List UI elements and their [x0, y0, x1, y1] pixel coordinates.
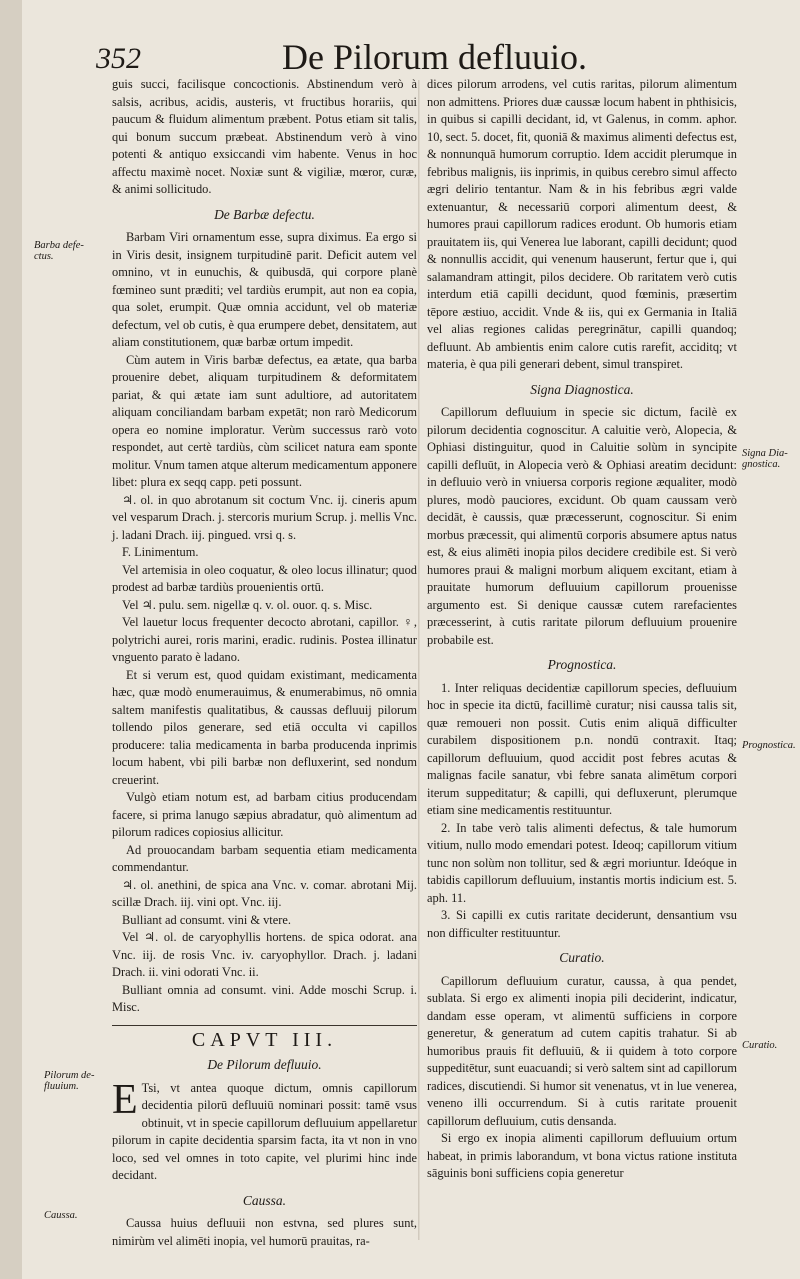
margin-note-caussa: Caussa.: [44, 1210, 78, 1221]
para-barba-2: Cùm autem in Viris barbæ defectus, ea ætate, qua barba prouenire debet, aliquam turpitudinem & deformitatem pariat, & qui ætate iam sunt adultiore, ad autoritatem aliquam conciliandam barbam expetāt; non rarò Medicorum opera eo nomine imploratur. Verùm successus rarò voto respondet, aut certè tardiùs, cùm scilicet natura eam sponte molitur. Vnum tamen atque alterum medicamentum apponere libet: plura ex seqq capp. peti possunt.: [112, 352, 417, 489]
para-barba-4: Vulgò etiam notum est, ad barbam citius producendam facere, si prima lanugo sæpius abradatur, quò alimentum ad pilorum radices copiosius allicitur.: [112, 790, 417, 839]
recipe-5-end: Bulliant ad consumt. vini & vtere.: [122, 912, 291, 927]
recipe-1: ♃. ol. in quo abrotanum sit coctum Vnc. ij. cineris apum vel vesparum Drach. j. stercoris murium Scrup. j. mellis Vnc. j. ladani Drach. iij. pingued. vrsi q. s.: [112, 492, 417, 542]
prognostic-3: 3. Si capilli ex cutis raritate deciderunt, densantium vsu non difficulter restituuntur.: [427, 908, 737, 940]
recipe-6: Vel ♃. ol. de caryophyllis hortens. de spica odorat. ana Vnc. iij. de rosis Vnc. iv. caryophyllor. Drach. j. ladani Drach. ii. vini odorati Vnc. ii.: [112, 930, 417, 979]
para-curatio-1: Capillorum defluuium curatur, caussa, à qua pendet, sublata. Si ergo ex alimenti inopia pili deciderint, indicatur, dandam esse operam, vt alimentū sufficiens in corpore generetur, & generatum ad cutem capitis trahatur. Si ab humoribus prauis fit defluuiū, & ii quidem à toto corpore suppeditētur, sunt euacuandi; si verò saltem sint ad capillorum radices, discutiendi. Si humor sit venenatus, vt in lue venerea, veneno illi occurrendum. Si à cutis raritate prouenit capillorum defluuium, cutis densanda.: [427, 973, 737, 1128]
heading-caussa: Caussa.: [242, 1192, 287, 1208]
heading-signa: Signa Diagnostica.: [530, 381, 634, 397]
para-barba-1: Barbam Viri ornamentum esse, supra diximus. Ea ergo si in Viris desit, insignem turpitudinē parit. Deficit autem vel omnino, vt in eunuchis, & quibusdā, qui corpore planè fœmineo sunt præditi; vel tardiùs erumpit, aut non ea copia, qua solet, erumpit. Quæ omnia accidunt, vel ob materiæ defectum, vel ob cutis, è qua erumpere debet, densitatem, aut aliam constitutionem, quæ barbæ ortum impedit.: [112, 230, 417, 349]
column-gutter: [418, 80, 420, 1240]
heading-prognostica: Prognostica.: [547, 657, 617, 672]
recipe-6-end: Bulliant omnia ad consumt. vini. Adde moschi Scrup. i. Misc.: [112, 982, 417, 1014]
running-title: De Pilorum defluuio.: [282, 37, 587, 77]
para-barba-5: Ad prouocandam barbam sequentia etiam medicamenta commendantur.: [112, 842, 417, 874]
para-pilorum-text: Tsi, vt antea quoque dictum, omnis capillorum decidentia pilorū defluuiū nominari possit: tamē vsus obtinuit, vt in specie capillorum defluuium appellaretur pilorum in capite decidentia sparsim facta, ita vt non in vno loco, sed vel omnes in toto capite, vel plurimi hinc inde decidant.: [112, 1080, 417, 1182]
drop-cap: E: [112, 1076, 138, 1123]
para-pilorum: [112, 1076, 417, 1185]
margin-note-barba: Barba defe-ctus.: [34, 240, 84, 262]
left-column: [112, 76, 417, 1250]
heading-curatio: Curatio.: [559, 950, 605, 965]
right-column: [427, 76, 737, 1183]
left-intro: guis succi, facilisque concoctionis. Abstinendum verò à salsis, acribus, acidis, austeris, vt fructibus horariis, qui paucum & fluidum alimentum præbent. Potus etiam sit talis, qui bonum succum præbeat. Abstinendum verò à vino potenti & antiquo exsiccandi vim habente. Venus in hoc affectu maximè nocet. Noxiæ sunt & vigiliæ, mœror, curæ, & animi sollicitudo.: [112, 77, 417, 196]
margin-note-prognostica: Prognostica.: [742, 740, 796, 751]
recipe-2: Vel artemisia in oleo coquatur, & oleo locus illinatur; quod prodest ad barbæ tardiùs prouenientis ortū.: [112, 562, 417, 594]
page-header: [96, 30, 776, 80]
para-barba-3: Et si verum est, quod quidam existimant, medicamenta hæc, quæ modò enumerauimus, & enumerabimus, nō omnia saltem manifestis qualitatibus, & caussas defluuij pilorum tollendo pilos generare, sed etiā occulta vi capillos producere: talia medicamenta in barba producenda inprimis locum habent, vbi pili barbæ non defluxerint, sed nondum creuerint.: [112, 667, 417, 787]
para-curatio-2: Si ergo ex inopia alimenti capillorum defluuium ortum habeat, in primis laborandum, vt bona victus ratione instituta sāguinis boni sufficiens copia generetur: [427, 1131, 737, 1180]
page-edge: [0, 0, 22, 1279]
recipe-3: Vel ♃. pulu. sem. nigellæ q. v. ol. ouor. q. s. Misc.: [122, 597, 373, 612]
right-intro: dices pilorum arrodens, vel cutis raritas, pilorum alimentum non admittens. Priores duæ caussæ locum habent in phthisicis, in quibus si capilli decidant, id, vt Galenus, in comm. aphor. 10, sect. 5. docet, fit, quoniā & maximus alimenti defectus est, & nonnunquā humorum corruptio. Idem accidit plerumque in febribus malignis, iis inprimis, in quibus cerebro simul affecto ægri delirio tentantur. Nam & in his febribus ægri valde extenuantur, & necessariū corpori alimentum deest, & humores praui capillorum radices erodunt. Ob humoris etiam prauitatem iis, qui Venerea lue laborant, capilli decidunt; quod & nonnullis accidit, qui venenum hauserunt, fertur que i, qui salamandram attingit, pilos decidere. Ob raritatem verò cutis interdum etiā capilli decidunt, quod fœminis, præsertim tēpore æstiuo, accidit. Vnde & iis, qui ex Germania in Italiā vel alias regiones calidas peregrinātur, capilli quandoq; defluunt. Ab ambientis enim calore cutis rarefit, acciditq; vt materia, è qua pili generari debent, simul transpiret.: [427, 77, 737, 371]
recipe-4: Vel lauetur locus frequenter decocto abrotani, capillor. ♀, polytrichi aurei, roris marini, eradic. rudinis. Postea illinatur vnguento parato è ladano.: [112, 615, 417, 664]
para-caussa: Caussa huius defluuii non estvna, sed plures sunt, nimirùm vel alimēti inopia, vel humorū prauitas, ra-: [112, 1216, 417, 1248]
margin-note-pilorum: Pilorum de-fluuium.: [44, 1070, 95, 1092]
prognostic-2: 2. In tabe verò talis alimenti defectus, & tale humorum vitium, nullo modo emendari potest. Ideoq; capillorum vitium tunc non solùm non tollitur, sed & ægri moriuntur. Ideóque in tabidis capillorum defluuium, instantis mortis indicium est. 5. aph. 11.: [427, 820, 737, 905]
heading-pilorum: De Pilorum defluuio.: [207, 1057, 322, 1072]
recipe-5: ♃. ol. anethini, de spica ana Vnc. v. comar. abrotani Mij. scillæ Drach. iij. vini opt. Vnc. iij.: [112, 877, 417, 909]
margin-note-signa: Signa Dia-gnostica.: [742, 448, 788, 470]
chapter-title: CAPVT III.: [112, 1025, 417, 1050]
para-signa: Capillorum defluuium in specie sic dictum, facilè ex pilorum decidentia cognoscitur. A caluitie verò, Alopecia, & Ophiasi distinguitur, quod in Caluitie solùm in syncipite capilli defluūt, in Alopecia verò & Ophiasi areatim decidunt: in defluuio verò in vniuersa corporis regione æqualiter, modò plures, modò pauciores, excidunt. Ob quam caussam verò decidāt, è caussis, quæ præcesserunt, cognoscitur. Si enim morbus præcessit, qui alimentū corporis absumere aptus natus est, & eius alimēti inopia pilos decidere credibile est. Si verò humores praui & maligni morbum aliquem excitant, etiam à prauitate humorum defluuium capillorum prouenisse argumento est. Si denique caussæ cutem rarefacientes præcesserint, à cutis raritate pilorum defluuium prouenire probabile est.: [427, 405, 737, 647]
margin-note-curatio: Curatio.: [742, 1040, 778, 1051]
page-number: 352: [96, 42, 141, 75]
prognostic-1: 1. Inter reliquas decidentiæ capillorum species, defluuium hoc in specie ita dictū, facillimè curatur; nisi caussa talis sit, quæ remoueri non possit. Cutis enim aliquā difficulter curabilem dispositionem p.n. nondū contraxit. Itaq; capillorum defluuium, quod accidit post febres acutas & malignas facile sanatur, vbi febre sanata alimētum corpori iterum suppeditatur; & capilli, qui defluxerunt, plerumque etiam sine medicamentis restituuntur.: [427, 680, 737, 817]
recipe-1-end: F. Linimentum.: [122, 545, 199, 559]
heading-barbae: De Barbæ defectu.: [214, 206, 315, 222]
